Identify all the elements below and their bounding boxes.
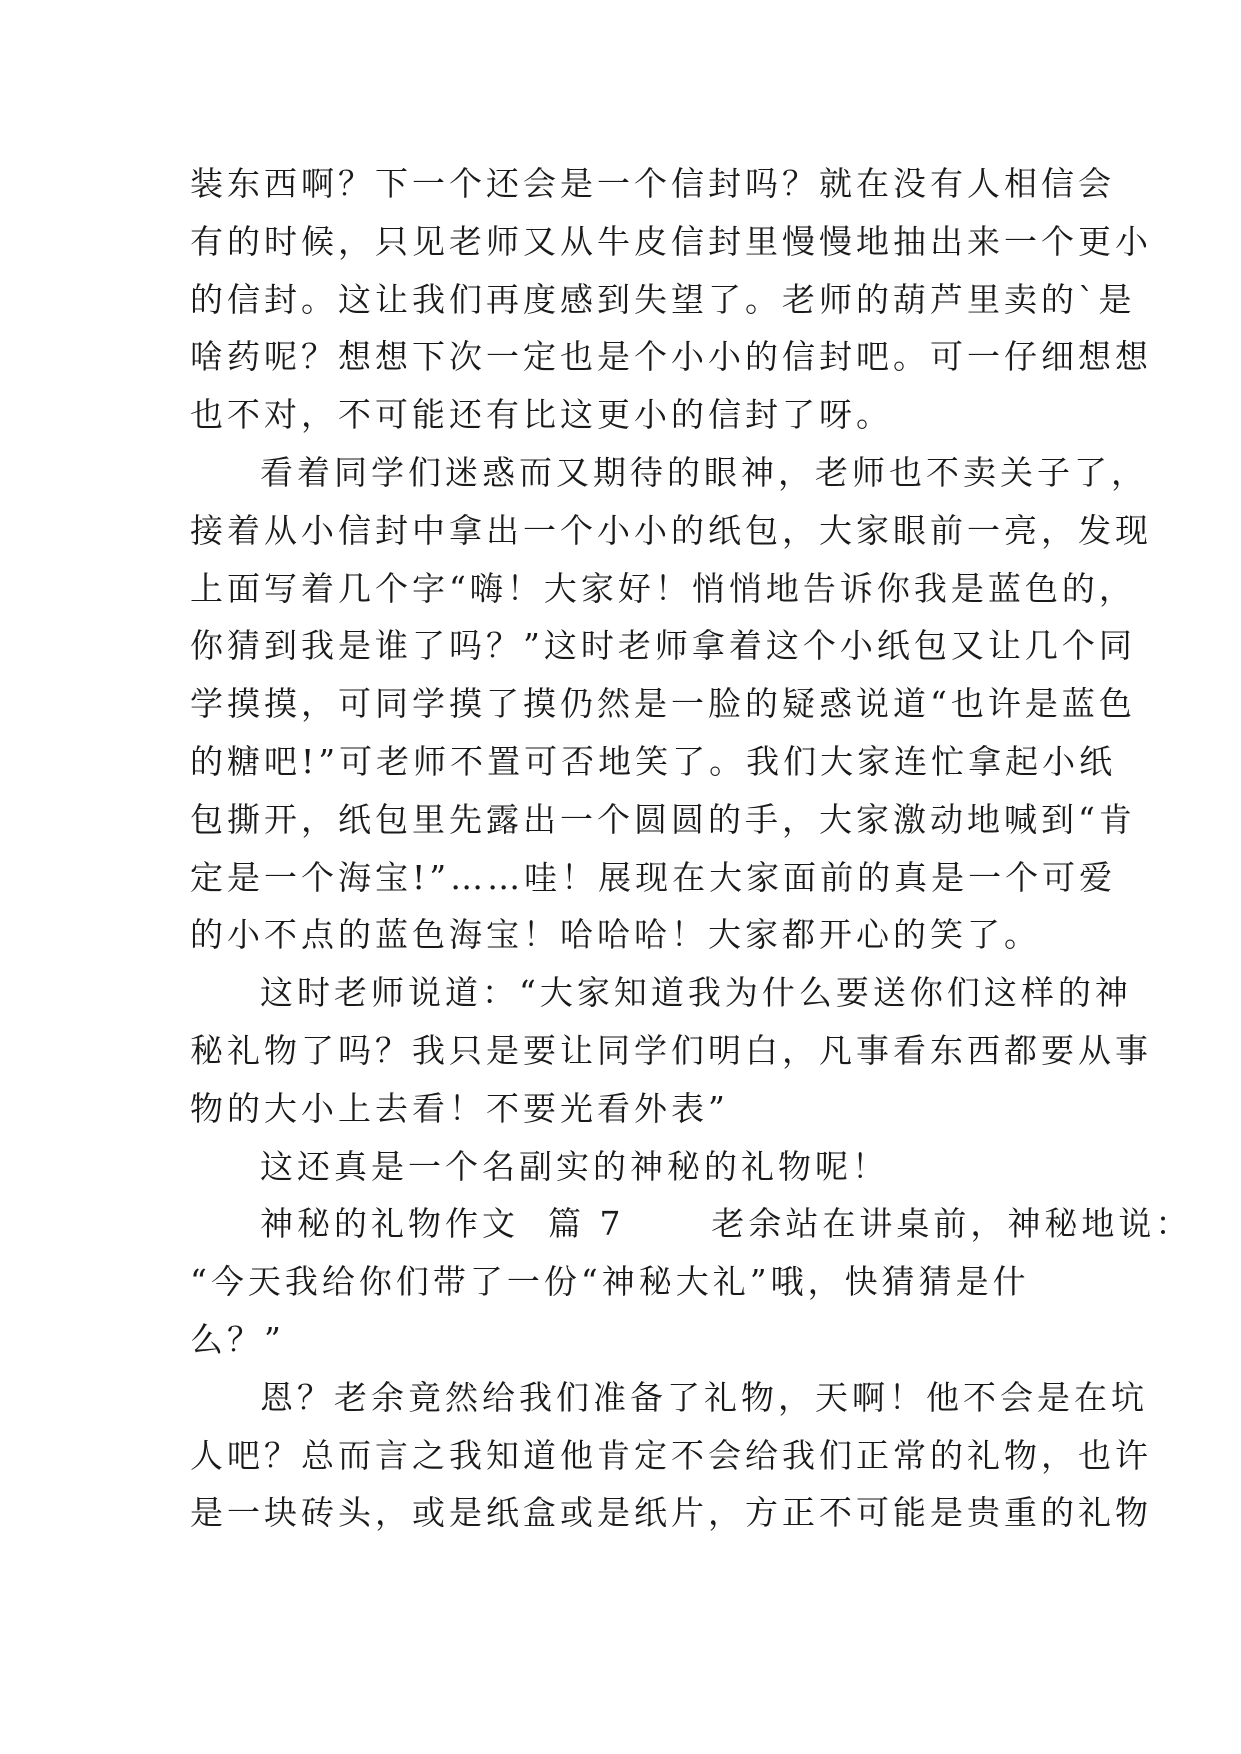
text-line: 看着同学们迷惑而又期待的眼神，老师也不卖关子了， — [260, 452, 1148, 492]
text-line: 是一块砖头，或是纸盒或是纸片，方正不可能是贵重的礼物 — [190, 1493, 1152, 1533]
text-line: 么？” — [190, 1319, 285, 1359]
text-line: 恩？老余竟然给我们准备了礼物，天啊！他不会是在坑 — [260, 1377, 1148, 1417]
text-line: 上面写着几个字“嗨！大家好！悄悄地告诉你我是蓝色的， — [190, 568, 1136, 608]
text-line: 人吧？总而言之我知道他肯定不会给我们正常的礼物，也许 — [190, 1435, 1152, 1475]
text-line: “今天我给你们带了一份“神秘大礼”哦，快猜猜是什 — [190, 1262, 1030, 1302]
text-line: 啥药呢？想想下次一定也是个小小的信封吧。可一仔细想想 — [190, 337, 1152, 377]
text-line: 也不对，不可能还有比这更小的信封了呀。 — [190, 395, 893, 435]
text-line: 的小不点的蓝色海宝！哈哈哈！大家都开心的笑了。 — [190, 915, 1041, 955]
text-line: 的信封。这让我们再度感到失望了。老师的葫芦里卖的`是 — [190, 279, 1136, 319]
text-line: 包撕开，纸包里先露出一个圆圆的手，大家激动地喊到“肯 — [190, 799, 1136, 839]
text-line: 秘礼物了吗？我只是要让同学们明白，凡事看东西都要从事 — [190, 1030, 1152, 1070]
text-line: 接着从小信封中拿出一个小小的纸包，大家眼前一亮，发现 — [190, 510, 1152, 550]
text-line: 神秘的礼物作文 篇 7 老余站在讲桌前，神秘地说： — [260, 1204, 1193, 1244]
text-line: 有的时候，只见老师又从牛皮信封里慢慢地抽出来一个更小 — [190, 221, 1152, 261]
text-line: 你猜到我是谁了吗？”这时老师拿着这个小纸包又让几个同 — [190, 626, 1136, 666]
text-line: 物的大小上去看！不要光看外表” — [190, 1088, 729, 1128]
text-line: 的糖吧!”可老师不置可否地笑了。我们大家连忙拿起小纸 — [190, 741, 1117, 781]
text-line: 定是一个海宝!”……哇！展现在大家面前的真是一个可爱 — [190, 857, 1117, 897]
text-line: 学摸摸，可同学摸了摸仍然是一脸的疑惑说道“也许是蓝色 — [190, 684, 1136, 724]
text-line: 这还真是一个名副实的神秘的礼物呢！ — [260, 1146, 889, 1186]
document-body — [190, 155, 1193, 1542]
text-line: 这时老师说道：“大家知道我为什么要送你们这样的神 — [260, 973, 1132, 1013]
text-line: 装东西啊？下一个还会是一个信封吗？就在没有人相信会 — [190, 164, 1115, 203]
